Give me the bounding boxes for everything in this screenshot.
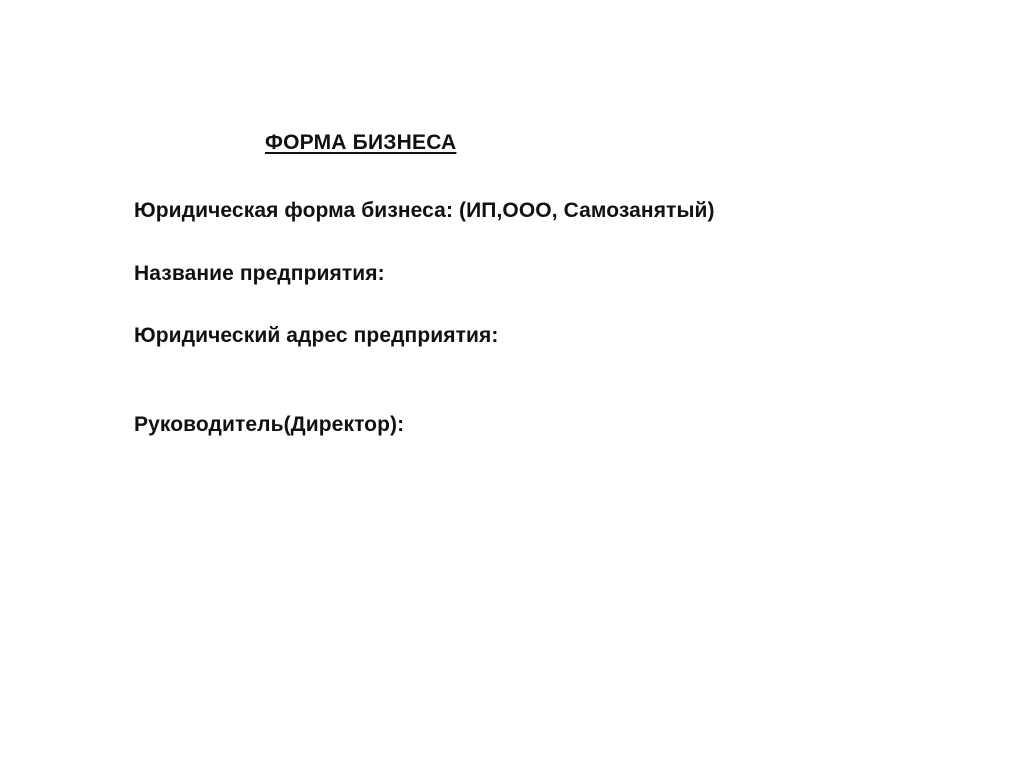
field-label-director: Руководитель(Директор): <box>134 413 405 436</box>
field-label-company-name: Название предприятия: <box>134 262 385 285</box>
field-label-legal-form: Юридическая форма бизнеса: (ИП,ООО, Самозанятый) <box>134 199 715 222</box>
field-label-legal-address: Юридический адрес предприятия: <box>134 324 499 347</box>
form-title: ФОРМА БИЗНЕСА <box>265 131 457 154</box>
